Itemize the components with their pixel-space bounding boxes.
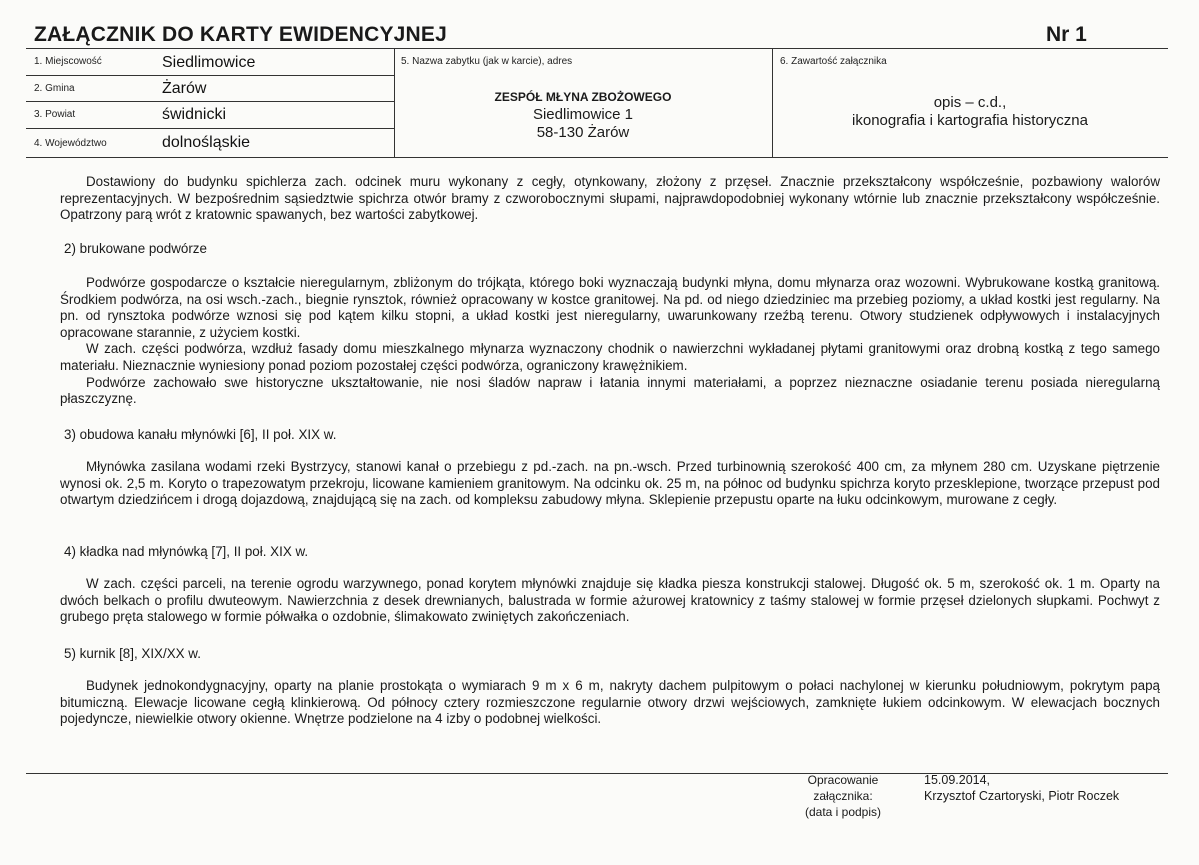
wojewodztwo-value: dolnośląskie	[162, 134, 251, 151]
paragraph: W zach. części podwórza, wzdłuż fasady domu mieszkalnego młynarza wyznaczony chodnik o nawierzchni wykładanej płytami granitowymi oraz drobną kostką z tego samego materiału. Nieznacznie wyniesiony ponad poziom pozostałej części podwórza, ograniczony krawężnikiem.	[60, 341, 1160, 373]
footer-prepared	[778, 772, 908, 820]
monument-postal: 58-130 Żarów	[536, 124, 630, 141]
section-2-heading: 2) brukowane podwórze	[64, 241, 207, 256]
intro-paragraph	[60, 174, 1160, 224]
row-divider-3	[26, 128, 394, 129]
prepared-label: Opracowanie załącznika:	[807, 773, 879, 803]
contents-label: 6. Zawartość załącznika	[780, 56, 887, 67]
paragraph: Podwórze zachowało swe historyczne ukształtowanie, nie nosi śladów napraw i łatania innymi materiałami, a poprzez nieznaczne osiadanie terenu posiada nieregularną płaszczyznę.	[60, 374, 1160, 407]
gmina-label: 2. Gmina	[34, 83, 75, 94]
section-5-body	[60, 678, 1160, 728]
wojewodztwo-label: 4. Województwo	[34, 138, 107, 149]
miejscowosc-value: Siedlimowice	[162, 54, 256, 71]
prepared-authors: Krzysztof Czartoryski, Piotr Roczek	[924, 789, 1120, 803]
row-divider-2	[26, 101, 394, 102]
prepared-date: 15.09.2014,	[924, 773, 991, 787]
prepared-sublabel: (data i podpis)	[804, 805, 882, 819]
miejscowosc-label: 1. Miejscowość	[34, 56, 102, 67]
monument-label: 5. Nazwa zabytku (jak w karcie), adres	[401, 56, 573, 67]
document-number: Nr 1	[1046, 23, 1087, 46]
header-top-rule	[26, 48, 1168, 49]
footer-signature	[924, 772, 1119, 804]
paragraph: W zach. części parceli, na terenie ogrodu warzywnego, ponad korytem młynówki znajduje się kładka piesza konstrukcji stalowej. Długość ok. 5 m, szerokość ok. 1 m. Oparty na dwóch belkach o profilu dwuteowym. Nawierzchnia z desek drewnianych, balustrada w formie ażurowej kratownicy z taśmy stalowej w formie przęseł dzielonych słupkami. Pochwyt z grubego pręta stalowego w formie półwałka o ozdobnie, ślimakowato zwiniętych zakończeniach.	[60, 576, 1160, 625]
contents-line2: ikonografia i kartografia historyczna	[852, 112, 1088, 129]
document-title: ZAŁĄCZNIK DO KARTY EWIDENCYJNEJ	[34, 23, 448, 46]
monument-street: Siedlimowice 1	[532, 106, 634, 123]
paragraph: Budynek jednokondygnacyjny, oparty na planie prostokąta o wymiarach 9 m x 6 m, nakryty dachem pulpitowym o połaci nachylonej w kierunku południowym, pokrytym papą bitumiczną. Elewacje licowane cegłą klinkierową. Od północy cztery rozmieszczone regularnie otwory drzwi wejściowych, zamknięte łukiem odcinkowym. W elewacjach bocznych pojedyncze, niewielkie otwory okienne. Wnętrze podzielone na 4 izby o podobnej wielkości.	[60, 678, 1160, 727]
paragraph: Dostawiony do budynku spichlerza zach. odcinek muru wykonany z cegły, otynkowany, złożony z przęseł. Znacznie przekształcony współcześnie, pozbawiony walorów reprezentacyjnych. W bezpośrednim sąsiedztwie spichrza otwór bramy z czworobocznymi słupami, najprawdopodobniej wykonany wtórnie lub znacznie przekształcony współcześnie. Opatrzony parą wrót z kratownic spawanych, bez wartości zabytkowej.	[60, 174, 1160, 223]
header-bottom-rule	[26, 157, 1168, 158]
contents-line1: opis – c.d.,	[933, 94, 1007, 111]
section-3-heading: 3) obudowa kanału młynówki [6], II poł. XIX w.	[64, 427, 337, 442]
powiat-label: 3. Powiat	[34, 109, 76, 120]
section-4-body	[60, 576, 1160, 626]
paragraph: Młynówka zasilana wodami rzeki Bystrzycy, stanowi kanał o przebiegu z pd.-zach. na pn.-wsch. Przed turbinownią szerokość 400 cm, za młynem 280 cm. Uzyskane piętrzenie wynosi ok. 2,5 m. Koryto o trapezowatym przekroju, licowane kamieniem granitowym. Na odcinku ok. 25 m, na północ od budynku spichrza koryto przesklepione, tworzące przepust pod otwartym dziedzińcem i drogą dojazdową, znajdującą się na zach. od kompleksu zabudowy młyna. Sklepienie przepustu oparte na łuku odcinkowym, murowane z cegły.	[60, 459, 1160, 508]
row-divider-1	[26, 75, 394, 76]
monument-name: ZESPÓŁ MŁYNA ZBOŻOWEGO	[494, 90, 672, 104]
paragraph: Podwórze gospodarcze o kształcie nieregularnym, zbliżonym do trójkąta, którego boki wyznaczają budynki młyna, domu młynarza oraz wozowni. Wybrukowane kostką granitową. Środkiem podwórza, na osi wsch.-zach., biegnie rynsztok, również opracowany w kostce granitowej. Na pd. od niego dziedziniec ma przebieg poziomy, a układ kostki jest regularny. Na pn. od rynsztoka podwórze wznosi się pod kątem kilku stopni, a układ kostki jest nieregularny, uwarunkowany rzeźbą terenu. Otwory studzienek odpływowych i instalacyjnych opracowane starannie, z użyciem kostki.	[60, 275, 1160, 340]
gmina-value: Żarów	[162, 80, 207, 97]
section-5-heading: 5) kurnik [8], XIX/XX w.	[64, 646, 201, 661]
powiat-value: świdnicki	[162, 106, 227, 123]
section-2-body	[60, 275, 1160, 408]
section-4-heading: 4) kładka nad młynówką [7], II poł. XIX w.	[64, 544, 309, 559]
section-3-body	[60, 459, 1160, 509]
